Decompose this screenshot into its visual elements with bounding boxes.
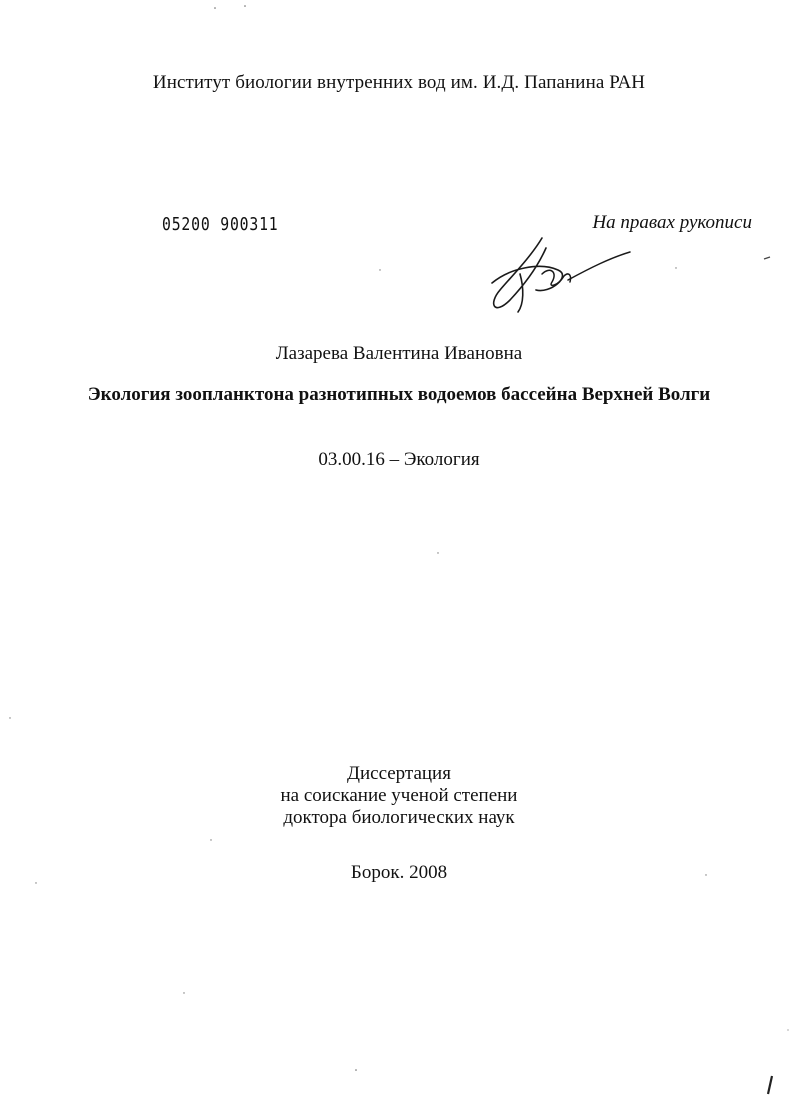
author-name: Лазарева Валентина Ивановна (275, 343, 523, 364)
place-year: Борок. 2008 (350, 862, 448, 883)
degree-line-1: на соискание ученой степени (280, 785, 518, 806)
registration-code: 05200 900311 (162, 214, 279, 235)
rights-note: На правах рукописи (592, 212, 752, 233)
institute-name: Институт биологии внутренних вод им. И.Д. Папанина РАН (152, 72, 646, 93)
degree-line-2: доктора биологических наук (283, 807, 515, 828)
specialty-code: 03.00.16 – Экология (318, 449, 480, 470)
dissertation-title: Экология зоопланктона разнотипных водоемов бассейна Верхней Волги (87, 384, 711, 405)
dissertation-label: Диссертация (347, 763, 451, 784)
handwritten-signature-icon (480, 228, 640, 318)
